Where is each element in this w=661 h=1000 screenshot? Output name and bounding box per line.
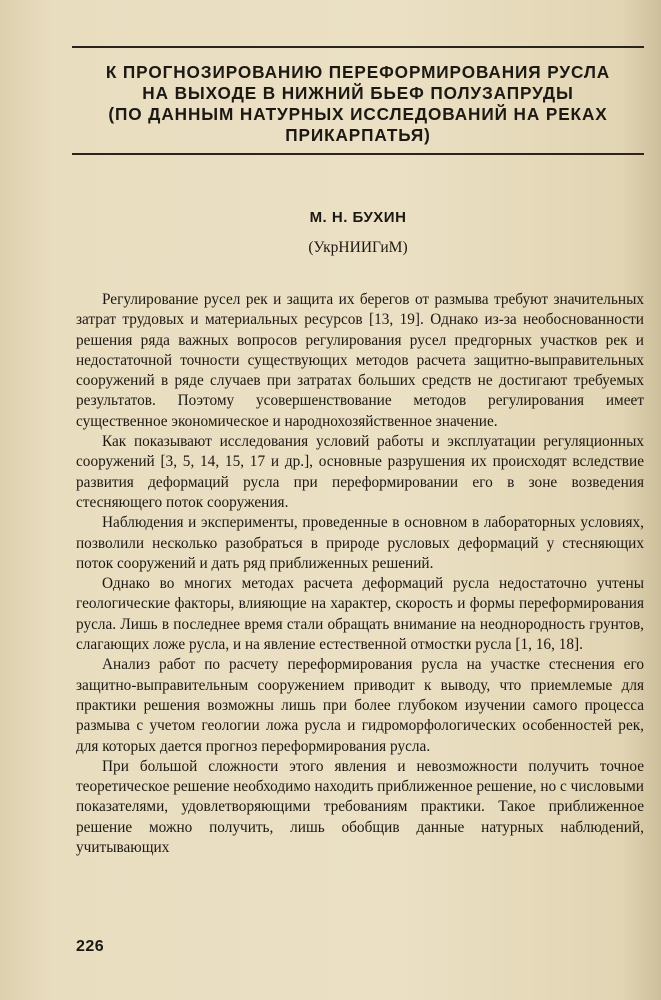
author-affiliation: (УкрНИИГиМ)	[308, 239, 408, 256]
paragraph: Как показывают исследования условий работы и эксплуатации регуляционных сооружений [3, 5, 14, 15, 17 и др.], основные разрушения их происходят вследствие развития деформаций русла при переформировании его в зоне возведения стесняющего поток сооружения.	[76, 433, 644, 511]
bottom-rule	[72, 153, 644, 155]
title-line: (ПО ДАННЫМ НАТУРНЫХ ИССЛЕДОВАНИЙ НА РЕКАХ	[108, 104, 608, 124]
paragraph: При большой сложности этого явления и невозможности получить точное теоретическое решение необходимо находить приближенное решение, но с числовыми показателями, удовлетворяющими требованиям практики. Такое приближенное решение можно получить, лишь обобщив данные натурных наблюдений, учитывающих	[76, 757, 644, 857]
paragraph: Анализ работ по расчету переформирования русла на участке стеснения его защитно-выправительным сооружением приводит к выводу, что приемлемые для практики решения возможны лишь при более глубоком изучении самого процесса размыва с учетом геологии ложа русла и гидроморфологических особенностей рек, для которых дается прогноз переформирования русла.	[76, 656, 644, 755]
title-line: К ПРОГНОЗИРОВАНИЮ ПЕРЕФОРМИРОВАНИЯ РУСЛА	[105, 62, 611, 82]
paragraph: Наблюдения и эксперименты, проведенные в основном в лабораторных условиях, позволили несколько разобраться в природе русловых деформаций у стесняющих поток сооружений и дать ряд приближенных решений.	[76, 514, 644, 572]
top-rule	[72, 46, 644, 48]
title-line: ПРИКАРПАТЬЯ)	[285, 125, 431, 145]
author-name: М. Н. БУХИН	[309, 209, 407, 226]
paragraph: Однако во многих методах расчета деформаций русла недостаточно учтены геологические факторы, влияющие на характер, скорость и формы переформирования русла. Лишь в последнее время стали обращать внимание на неоднородность грунтов, слагающих ложе русла, и на явление естественной отмостки русла [1, 16, 18].	[76, 575, 644, 654]
article-body	[76, 290, 644, 858]
page-number: 226	[76, 938, 105, 955]
title-line: НА ВЫХОДЕ В НИЖНИЙ БЬЕФ ПОЛУЗАПРУДЫ	[142, 83, 574, 103]
paragraph: Регулирование русел рек и защита их берегов от размыва требуют значительных затрат трудовых и материальных ресурсов [13, 19]. Однако из-за необоснованности решения ряда важных вопросов регулирования русел предгорных участков рек и недостаточной точности существующих методов расчета защитно-выправительных сооружений в ряде случаев при затратах больших средств не достигают требуемых результатов. Поэтому усовершенствование методов регулирования имеет существенное экономическое и народнохозяйственное значение.	[76, 291, 644, 430]
article-title	[72, 62, 644, 146]
